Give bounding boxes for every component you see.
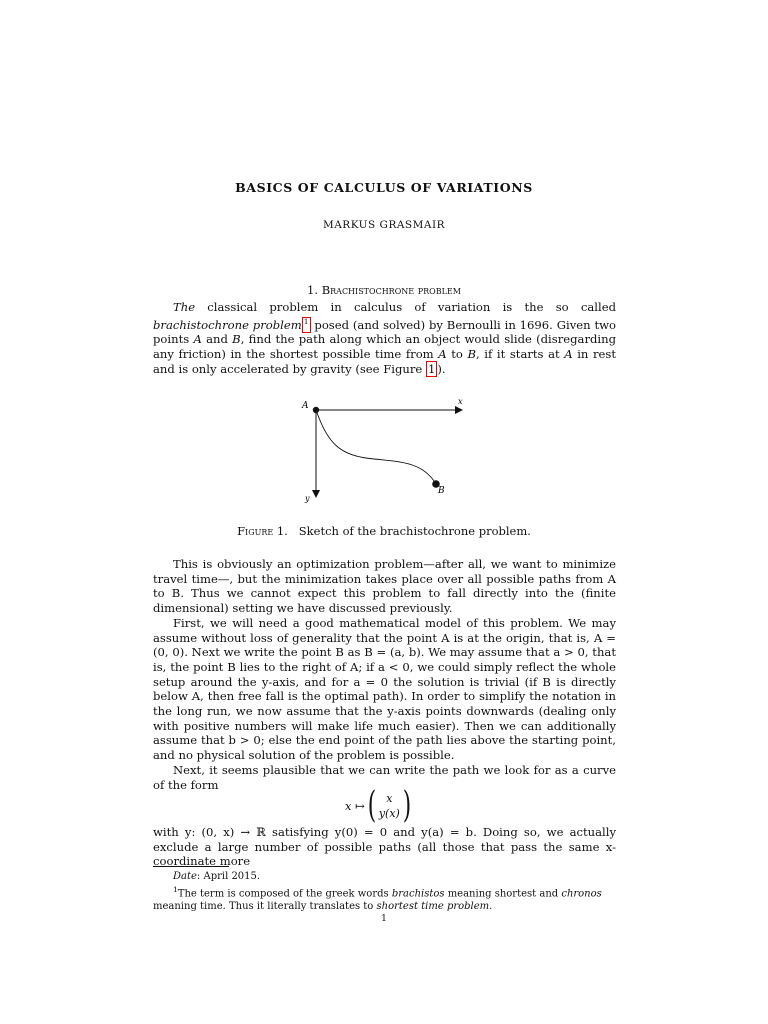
label-b: B (438, 486, 445, 496)
figure-link-1[interactable]: 1 (427, 361, 436, 376)
fn-text-4: . (489, 901, 493, 913)
label-a: A (302, 401, 309, 411)
point-a-dot (313, 407, 319, 413)
footnote-1-mark: 1 (173, 885, 178, 894)
continuation-block (153, 825, 616, 869)
caption-label: Figure 1. (237, 524, 288, 538)
paper-title: BASICS OF CALCULUS OF VARIATIONS (235, 180, 533, 195)
point-b-ref: B (232, 332, 241, 347)
paragraph-intro (153, 300, 616, 376)
intro-text-3: , find the path along which an object would slide (disregarding any friction) in the shortest possible time from (153, 332, 617, 361)
fn-text-3: meaning time. Thus it literally translates to (153, 901, 377, 913)
intro-to: to (446, 346, 468, 361)
date-footnote (153, 870, 616, 883)
left-paren: ( (367, 785, 377, 826)
date-label: Date (173, 871, 197, 882)
point-a-ref: A (193, 332, 202, 347)
brachistochrone-term: brachistochrone problem (153, 317, 302, 332)
fn-word-brachistos: brachistos (391, 888, 445, 900)
footnote-1 (153, 883, 616, 913)
fn-text-1: The term is composed of the greek words (177, 888, 392, 900)
footnote-rule (153, 866, 229, 867)
label-y: y (305, 494, 310, 503)
footnote-mark[interactable]: 1 (303, 316, 309, 326)
paragraph-model: First, we will need a good mathematical model of this problem. We may assume without loss of generality that the point A is at the origin, that is, A = (0, 0). Next we write the point B as B = (a, b). We may assume that a > 0, that is, the point B lies to the right of A; if a < 0, we could simply reflect the whole setup around the y-axis, and for a = 0 the solution is trivial (if B is directly below A, then free fall is the optimal path). In order to simplify the notation in the long run, we now assume that the y-axis points downwards (dealing only with positive numbers will make life much easier). Then we can additionally assume that b > 0; else the end point of the path lies above the starting point, and no physical solution of the problem is possible. (153, 615, 616, 763)
intro-lead: The (173, 300, 196, 314)
fn-word-shortest-time: shortest time problem (376, 901, 490, 913)
label-x: x (458, 397, 463, 406)
point-a-ref-2: A (438, 346, 447, 361)
formula-lhs: x ↦ (345, 799, 365, 813)
fn-word-chronos: chronos (561, 888, 602, 900)
point-b-ref-2: B (467, 346, 477, 361)
intro-text-5: in rest and is only accelerated by gravity (see Figure (153, 346, 617, 376)
footnote-link-1[interactable] (302, 317, 311, 333)
vector-bottom: y(x) (378, 807, 400, 820)
paragraph-curve: Next, it seems plausible that we can write the path we look for as a curve of the form (153, 762, 616, 792)
intro-text-1: classical problem in calculus of variation is the so called (195, 300, 616, 314)
footnotes (153, 870, 616, 913)
paragraph-continuation: with y: (0, x) → ℝ satisfying y(0) = 0 and y(a) = b. Doing so, we actually exclude a large number of possible paths (all those that pass the same x-coordinate more (153, 825, 616, 869)
date-value: : April 2015. (196, 871, 261, 882)
section-heading (0, 283, 768, 297)
brachistochrone-curve (316, 410, 436, 484)
section-number: 1. (307, 283, 319, 297)
page-number: 1 (381, 914, 387, 924)
intro-paragraph-block (153, 300, 616, 376)
intro-and: and (201, 332, 233, 347)
vector-top: x (386, 792, 393, 805)
caption-text: Sketch of the brachistochrone problem. (298, 524, 531, 538)
figure-caption (0, 524, 768, 538)
main-body (153, 557, 616, 792)
right-paren: ) (402, 785, 412, 826)
intro-text-2: posed (and solved) by Bernoulli in 1696. Given two points (153, 317, 617, 347)
author-name: MARKUS GRASMAIR (322, 219, 446, 231)
curve-formula (345, 785, 414, 826)
paragraph-optimization: This is obviously an optimization problem—after all, we want to minimize travel time—, but the minimization takes place over all possible paths from A to B. Thus we cannot expect this problem to fall directly into the (finite dimensional) setting we have discussed previously. (153, 557, 616, 616)
brachistochrone-figure (296, 392, 476, 512)
formula-vector (379, 791, 400, 821)
point-a-ref-3: A (564, 346, 573, 361)
intro-text-6: ). (437, 361, 446, 376)
section-title: Brachistochrone problem (321, 283, 461, 297)
intro-text-4: , if it starts at (476, 346, 565, 361)
fn-text-2: meaning shortest and (444, 888, 562, 900)
